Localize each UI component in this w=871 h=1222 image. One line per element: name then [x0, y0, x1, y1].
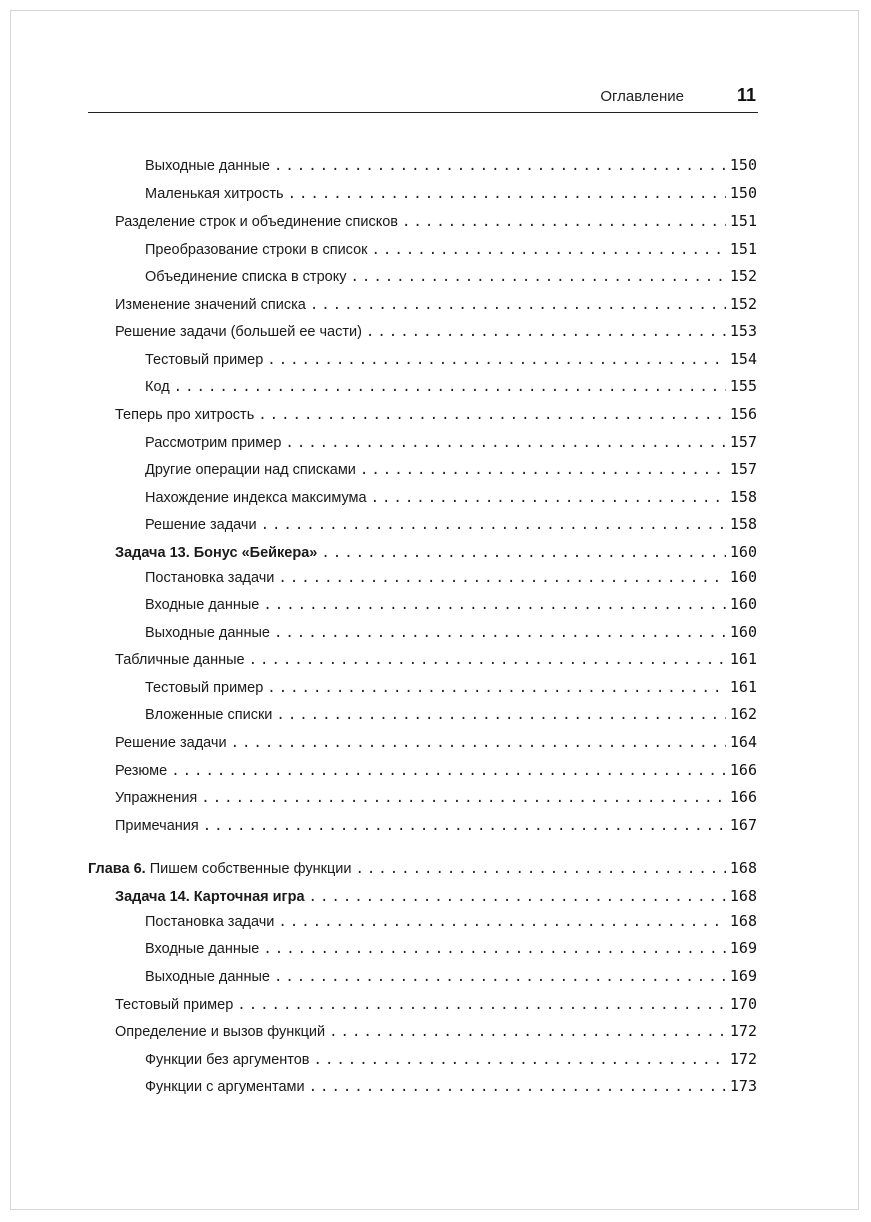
toc-entry-page-number: 157	[729, 433, 757, 451]
toc-entry-label	[145, 941, 263, 957]
toc-entry-text: Изменение значений списка	[115, 297, 306, 313]
toc-entry-label	[145, 435, 285, 451]
toc-entry-page-number: 156	[729, 405, 757, 423]
dot-leader	[267, 680, 726, 696]
toc-row	[0, 995, 871, 1017]
toc-entry-page-number: 162	[729, 705, 757, 723]
toc-entry-page-number: 152	[729, 295, 757, 313]
toc-entry[interactable]	[115, 816, 757, 838]
dot-leader	[371, 490, 726, 506]
toc-entry[interactable]	[145, 939, 757, 961]
toc-entry-page-number: 160	[729, 543, 757, 561]
toc-entry[interactable]	[145, 488, 757, 510]
toc-entry-text: Входные данные	[145, 597, 260, 613]
toc-entry-text: Определение и вызов функций	[115, 1024, 326, 1040]
toc-entry-page-number: 161	[729, 678, 757, 696]
toc-row	[0, 678, 871, 700]
toc-entry-label	[115, 407, 258, 423]
toc-entry-page-number: 172	[729, 1022, 757, 1040]
toc-entry-text: Пишем собственные функции	[145, 861, 352, 877]
toc-entry-page-number: 151	[729, 212, 757, 230]
toc-entry-bold-prefix: Глава 6.	[88, 861, 146, 877]
dot-leader	[310, 297, 726, 313]
dot-leader	[274, 625, 726, 641]
toc-entry[interactable]	[115, 761, 757, 783]
dot-leader	[274, 158, 726, 174]
toc-entry-label	[115, 889, 309, 905]
toc-entry-label	[145, 186, 288, 202]
toc-entry[interactable]	[115, 212, 757, 234]
toc-entry-text: Постановка задачи	[145, 914, 275, 930]
toc-entry[interactable]	[145, 623, 757, 645]
toc-entry[interactable]	[145, 912, 757, 934]
toc-entry-page-number: 152	[729, 267, 757, 285]
dot-leader	[285, 435, 726, 451]
toc-entry-label	[145, 1052, 314, 1068]
toc-row	[0, 295, 871, 317]
dot-leader	[278, 570, 726, 586]
toc-entry-text: Код	[145, 379, 170, 395]
dot-leader	[249, 652, 726, 668]
toc-entry-page-number: 155	[729, 377, 757, 395]
toc-entry[interactable]	[145, 156, 757, 178]
toc-entry-label	[145, 570, 278, 586]
toc-entry-text: Преобразование строки в список	[145, 242, 368, 258]
toc-entry[interactable]	[145, 568, 757, 590]
toc-entry-text: Примечания	[115, 818, 199, 834]
toc-entry-text: Табличные данные	[115, 652, 245, 668]
toc-entry[interactable]	[115, 405, 757, 427]
toc-entry[interactable]	[145, 678, 757, 700]
toc-entry-page-number: 161	[729, 650, 757, 668]
toc-row	[0, 1022, 871, 1044]
toc-entry-label	[145, 969, 274, 985]
toc-entry-label	[145, 269, 350, 285]
toc-entry-page-number: 158	[729, 488, 757, 506]
toc-entry[interactable]	[145, 967, 757, 989]
toc-entry-text: Постановка задачи	[145, 570, 275, 586]
toc-entry-label	[145, 462, 360, 478]
toc-entry-page-number: 150	[729, 184, 757, 202]
toc-entry-page-number: 158	[729, 515, 757, 533]
toc-entry-label	[115, 818, 203, 834]
toc-entry[interactable]	[145, 515, 757, 537]
toc-entry-bold-prefix: Задача 14. Карточная игра	[115, 889, 305, 905]
toc-row	[0, 405, 871, 427]
toc-entry[interactable]	[145, 350, 757, 372]
toc-row	[0, 377, 871, 399]
dot-leader	[371, 242, 725, 258]
toc-entry-page-number: 153	[729, 322, 757, 340]
toc-entry-label	[145, 517, 261, 533]
toc-entry-page-number: 160	[729, 568, 757, 586]
toc-row	[0, 816, 871, 838]
toc-row	[0, 543, 871, 565]
dot-leader	[278, 914, 726, 930]
header-page-number: 11	[736, 85, 756, 105]
dot-leader	[402, 214, 726, 230]
toc-entry-text: Выходные данные	[145, 158, 270, 174]
toc-entry-label	[115, 652, 249, 668]
toc-row	[0, 1050, 871, 1072]
toc-entry-text: Вложенные списки	[145, 707, 273, 723]
toc-entry-page-number: 160	[729, 623, 757, 641]
toc-entry[interactable]	[145, 240, 757, 262]
toc-row	[0, 568, 871, 590]
toc-entry-text: Решение задачи	[145, 517, 257, 533]
dot-leader	[231, 735, 726, 751]
toc-entry-page-number: 169	[729, 939, 757, 957]
dot-leader	[321, 545, 726, 561]
dot-leader	[329, 1024, 726, 1040]
dot-leader	[355, 861, 725, 877]
dot-leader	[261, 517, 726, 533]
toc-entry[interactable]	[88, 859, 757, 881]
toc-entry[interactable]	[145, 1050, 757, 1072]
toc-entry-label	[115, 297, 310, 313]
dot-leader	[360, 462, 726, 478]
toc-entry-text: Тестовый пример	[115, 997, 234, 1013]
dot-leader	[203, 818, 726, 834]
toc-entry-label	[145, 379, 174, 395]
toc-entry-text: Тестовый пример	[145, 352, 264, 368]
toc-entry-text: Тестовый пример	[145, 680, 264, 696]
toc-entry-page-number: 151	[729, 240, 757, 258]
toc-entry[interactable]	[115, 295, 757, 317]
toc-entry[interactable]	[115, 788, 757, 810]
toc-entry-page-number: 154	[729, 350, 757, 368]
dot-leader	[288, 186, 726, 202]
toc-entry-page-number: 157	[729, 460, 757, 478]
toc-entry-label	[145, 680, 267, 696]
toc-entry[interactable]	[115, 733, 757, 755]
toc-row	[0, 184, 871, 206]
toc-entry-page-number: 173	[729, 1077, 757, 1095]
toc-entry-text: Выходные данные	[145, 625, 270, 641]
toc-entry[interactable]	[115, 650, 757, 672]
dot-leader	[263, 597, 726, 613]
toc-entry[interactable]	[115, 322, 757, 344]
toc-row	[0, 156, 871, 178]
toc-entry-text: Выходные данные	[145, 969, 270, 985]
toc-entry[interactable]	[145, 460, 757, 482]
toc-entry-page-number: 166	[729, 761, 757, 779]
toc-entry[interactable]	[145, 433, 757, 455]
toc-entry-page-number: 166	[729, 788, 757, 806]
toc-row	[0, 460, 871, 482]
toc-row	[0, 267, 871, 289]
dot-leader	[267, 352, 726, 368]
toc-entry[interactable]	[115, 887, 757, 909]
toc-entry-text: Нахождение индекса максимума	[145, 490, 367, 506]
toc-row	[0, 1077, 871, 1099]
toc-entry-page-number: 160	[729, 595, 757, 613]
toc-entry-label	[145, 158, 274, 174]
toc-row	[0, 733, 871, 755]
toc-row	[0, 761, 871, 783]
toc-entry-page-number: 164	[729, 733, 757, 751]
toc-entry-page-number: 168	[729, 912, 757, 930]
dot-leader	[314, 1052, 726, 1068]
toc-entry-text: Упражнения	[115, 790, 198, 806]
toc-entry[interactable]	[145, 377, 757, 399]
toc-entry-text: Функции без аргументов	[145, 1052, 310, 1068]
toc-entry-label	[145, 1079, 309, 1095]
toc-entry-label	[115, 997, 237, 1013]
toc-row	[0, 488, 871, 510]
toc-row	[0, 967, 871, 989]
toc-row	[0, 788, 871, 810]
toc-entry-label	[88, 861, 355, 877]
toc-entry-page-number: 150	[729, 156, 757, 174]
toc-entry-label	[115, 545, 321, 561]
dot-leader	[258, 407, 726, 423]
dot-leader	[366, 324, 726, 340]
toc-row	[0, 939, 871, 961]
toc-entry[interactable]	[115, 543, 757, 565]
dot-leader	[276, 707, 726, 723]
toc-entry-label	[115, 324, 366, 340]
toc-entry[interactable]	[145, 595, 757, 617]
toc-entry-text: Рассмотрим пример	[145, 435, 282, 451]
dot-leader	[171, 763, 726, 779]
toc-entry-text: Функции с аргументами	[145, 1079, 305, 1095]
toc-entry-text: Решение задачи	[115, 735, 227, 751]
toc-entry-label	[115, 735, 231, 751]
toc-entry-label	[145, 597, 263, 613]
toc-entry[interactable]	[145, 705, 757, 727]
dot-leader	[263, 941, 726, 957]
toc-entry-label	[145, 242, 371, 258]
toc-row	[0, 650, 871, 672]
toc-entry[interactable]	[145, 267, 757, 289]
toc-entry-label	[145, 490, 371, 506]
toc-entry-text: Маленькая хитрость	[145, 186, 284, 202]
dot-leader	[350, 269, 725, 285]
toc-entry-text: Разделение строк и объединение списков	[115, 214, 398, 230]
toc-entry-bold-prefix: Задача 13. Бонус «Бейкера»	[115, 545, 318, 561]
toc-entry-text: Другие операции над списками	[145, 462, 356, 478]
toc-entry-label	[115, 214, 402, 230]
toc-entry-page-number: 169	[729, 967, 757, 985]
toc-row	[0, 705, 871, 727]
toc-entry-page-number: 168	[729, 887, 757, 905]
toc-row	[0, 623, 871, 645]
toc-entry-label	[115, 790, 201, 806]
toc-entry-page-number: 167	[729, 816, 757, 834]
dot-leader	[309, 1079, 726, 1095]
toc-row	[0, 322, 871, 344]
dot-leader	[201, 790, 726, 806]
toc-row	[0, 912, 871, 934]
dot-leader	[274, 969, 726, 985]
toc-entry[interactable]	[115, 1022, 757, 1044]
toc-entry-text: Входные данные	[145, 941, 260, 957]
toc-entry[interactable]	[145, 184, 757, 206]
dot-leader	[309, 889, 726, 905]
toc-entry-label	[145, 625, 274, 641]
toc-row	[0, 433, 871, 455]
toc-entry[interactable]	[115, 995, 757, 1017]
toc-entry-page-number: 170	[729, 995, 757, 1013]
toc-entry-text: Резюме	[115, 763, 168, 779]
toc-entry-text: Решение задачи (большей ее части)	[115, 324, 362, 340]
toc-entry[interactable]	[145, 1077, 757, 1099]
toc-row	[0, 240, 871, 262]
toc-row	[0, 887, 871, 909]
running-header	[88, 84, 758, 113]
toc-entry-label	[145, 352, 267, 368]
toc-entry-label	[145, 707, 276, 723]
toc-entry-text: Теперь про хитрость	[115, 407, 255, 423]
toc-row	[0, 859, 871, 881]
toc-entry-page-number: 172	[729, 1050, 757, 1068]
toc-row	[0, 515, 871, 537]
toc-entry-label	[115, 1024, 329, 1040]
header-title: Оглавление	[600, 88, 684, 105]
toc-row	[0, 212, 871, 234]
dot-leader	[174, 379, 726, 395]
toc-entry-label	[145, 914, 278, 930]
toc-entry-label	[115, 763, 171, 779]
toc-entry-page-number: 168	[729, 859, 757, 877]
dot-leader	[237, 997, 726, 1013]
toc-entry-text: Объединение списка в строку	[145, 269, 347, 285]
toc-row	[0, 595, 871, 617]
toc-row	[0, 350, 871, 372]
